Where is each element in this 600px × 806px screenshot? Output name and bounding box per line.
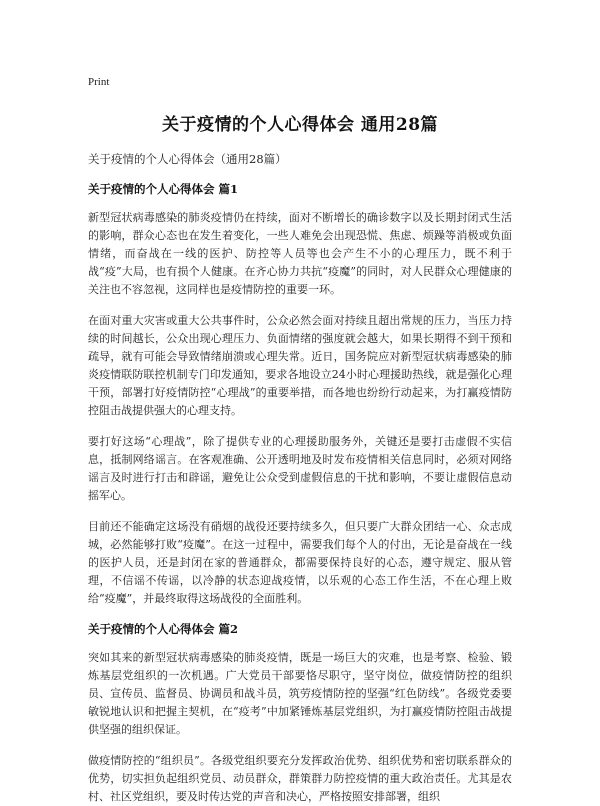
paragraph: 目前还不能确定这场没有硝烟的战役还要持续多久，但只要广大群众团结一心、众志成城，必然能够打败“疫魔”。在这一过程中，需要我们每个人的付出，无论是奋战在一线的医护人员，还是封闭在家的普通群众，都需要保持良好的心态，遵守规定、服从管理，不信谣不传谣，以冷静的状态迎战疫情，以乐观的心态工作生活，不在心理上败给“疫魔”，并最终取得这场战役的全面胜利。 (88, 520, 512, 605)
paragraph: 新型冠状病毒感染的肺炎疫情仍在持续，面对不断增长的确诊数字以及长期封闭式生活的影响，群众心态也在发生着变化，一些人难免会出现恐慌、焦虑、烦躁等消极或负面情绪，而奋战在一线的医护、防控等人员等也会产生不小的心理压力，既不利于战“疫”大局，也有损个人健康。在齐心协力共抗“疫魔”的同时，对人民群众心理健康的关注也不容忽视，这同样也是疫情防控的重要一环。 (88, 211, 512, 296)
paragraph: 做疫情防控的“组织员”。各级党组织要充分发挥政治优势、组织优势和密切联系群众的优势，切实担负起组织党员、动员群众，群策群力防控疫情的重大政治责任。尤其是农村、社区党组织，要及时传达党的声音和决心，严格按照安排部署，组织 (88, 754, 512, 803)
paragraph: 突如其来的新型冠状病毒感染的肺炎疫情，既是一场巨大的灾难，也是考察、检验、锻炼基层党组织的一次机遇。广大党员干部要恪尽职守，坚守岗位，做疫情防控的组织员、宣传员、监督员、协调员和战斗员，筑劳疫情防控的坚强“红色防线”。各级党委要敏锐地认识和把握主契机，在“疫考”中加紧锤炼基层党组织，为打赢疫情防控阻击战提供坚强的组织保证。 (88, 651, 512, 736)
paragraph: 在面对重大灾害或重大公共事件时，公众必然会面对持续且超出常规的压力，当压力持续的时间越长，公众出现心理压力、负面情绪的强度就会越大，如果长期得不到干预和疏导，就有可能会导致情绪崩溃或心理失常。近日，国务院应对新型冠状病毒感染的肺炎疫情联防联控机制专门印发通知，要求各地设立24小时心理援助热线，就是强化心理干预，部署打好疫情防控“心理战”的重要举措，而各地也纷纷行动起来，为打赢疫情防控阻击战提供强大的心理支持。 (88, 314, 512, 417)
section-1 (88, 181, 512, 608)
paragraph: 要打好这场“心理战”，除了提供专业的心理援助服务外，关键还是要打击虚假不实信息，抵制网络谣言。在客观准确、公开透明地及时发布疫情相关信息同时，必须对网络谣言及时进行打击和辟谣，避免让公众受到虚假信息的干扰和影响，不要让虚假信息动摇军心。 (88, 435, 512, 502)
section-heading: 关于疫情的个人心得体会 篇1 (88, 182, 239, 196)
print-link[interactable]: Print (88, 76, 110, 88)
document-title: 关于疫情的个人心得体会 通用28篇 (161, 115, 439, 135)
section-2 (88, 621, 512, 806)
document-subtitle: 关于疫情的个人心得体会（通用28篇） (88, 152, 287, 166)
section-heading: 关于疫情的个人心得体会 篇2 (88, 622, 239, 636)
